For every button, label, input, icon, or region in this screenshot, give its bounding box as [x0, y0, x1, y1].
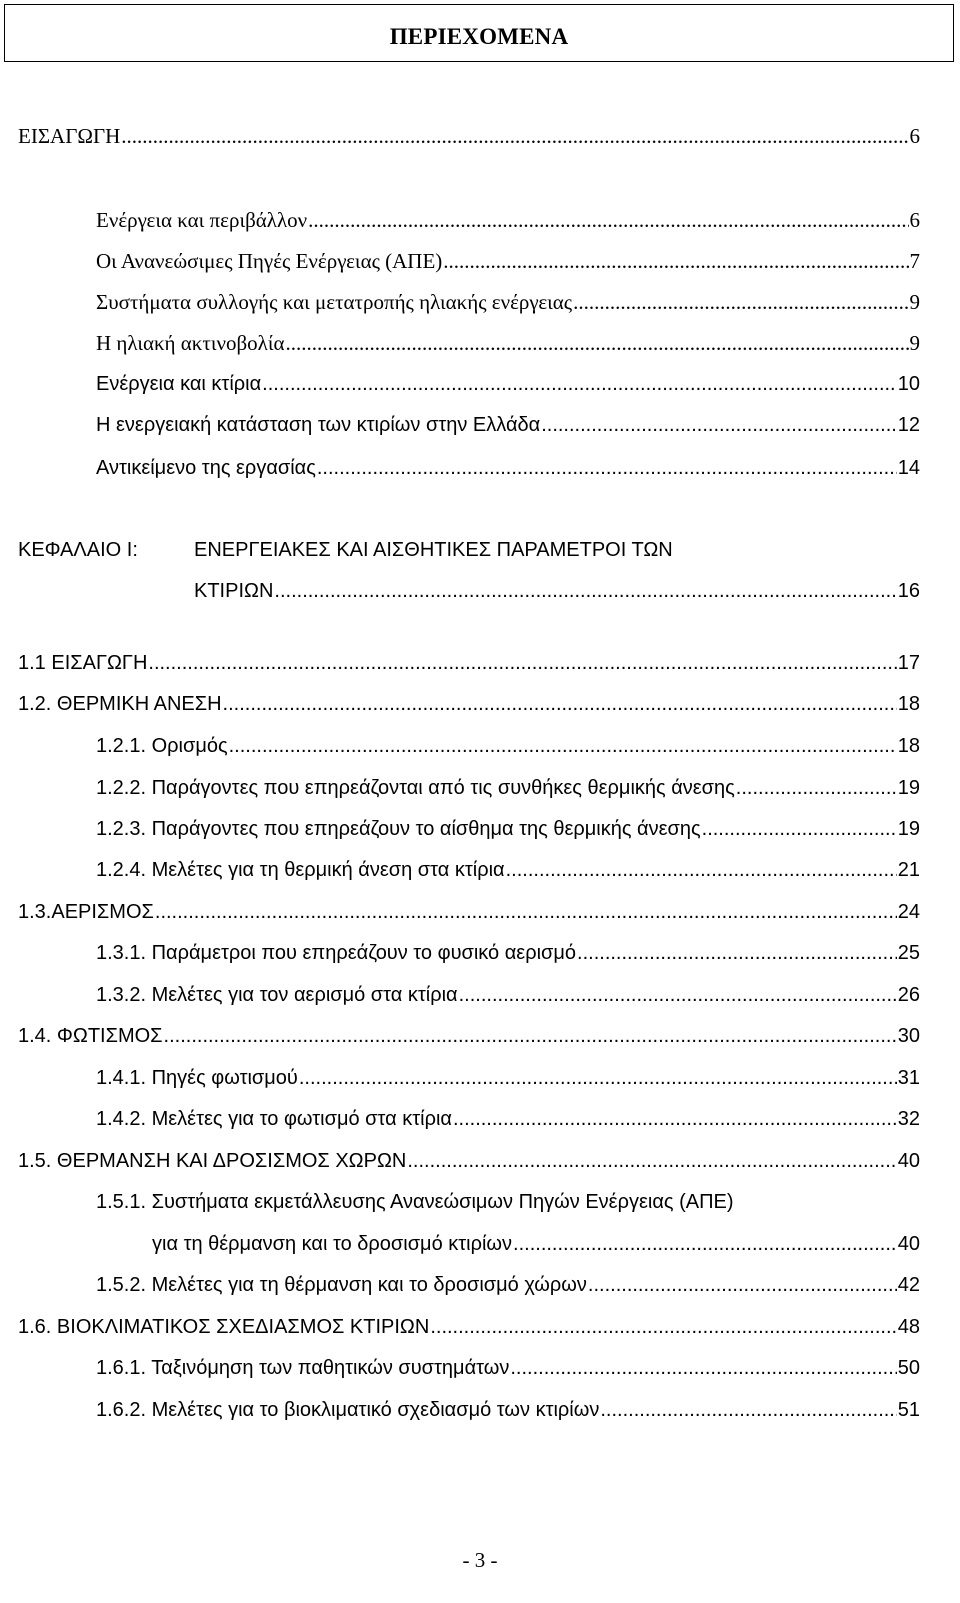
toc-entry-page: 17: [897, 652, 920, 674]
toc-entry-text: 1.4.1. Πηγές φωτισμού: [96, 1067, 298, 1089]
dot-leader: [317, 456, 897, 480]
toc-entry: [96, 734, 920, 758]
toc-entry-text: 1.2.4. Μελέτες για τη θερμική άνεση στα κτίρια: [96, 859, 505, 881]
toc-entry-page: 40: [897, 1233, 920, 1255]
toc-entry-page: 40: [897, 1150, 920, 1172]
toc-entry-page: 42: [897, 1274, 920, 1296]
dot-leader: [588, 1273, 897, 1297]
chapter-title-line2: ΚΤΙΡΙΩΝ: [194, 580, 274, 602]
dot-leader: [148, 651, 896, 675]
toc-entry-text: Αντικείμενο της εργασίας: [96, 457, 316, 479]
toc-entry-text: 1.2. ΘΕΡΜΙΚΗ ΑΝΕΣΗ: [18, 693, 222, 715]
toc-entry: [96, 413, 920, 437]
toc-entry-text: 1.6.1. Ταξινόμηση των παθητικών συστημάτων: [96, 1357, 510, 1379]
toc-entry-text: Η ενεργειακή κατάσταση των κτιρίων στην Ελλάδα: [96, 414, 541, 436]
toc-entry-page: 16: [897, 580, 920, 602]
contents-title: ΠΕΡΙΕΧΟΜΕΝΑ: [389, 24, 569, 49]
chapter-heading: [18, 538, 818, 562]
toc-entry-text: 1.3.ΑΕΡΙΣΜΟΣ: [18, 901, 154, 923]
toc-entry: [96, 776, 920, 800]
toc-entry-page: 12: [897, 414, 920, 436]
toc-entry-text: 1.3.2. Μελέτες για τον αερισμό στα κτίρια: [96, 984, 458, 1006]
toc-entry: [96, 456, 920, 480]
toc-entry-page: 14: [897, 457, 920, 479]
toc-entry-chapter: [194, 579, 920, 603]
toc-entry: [96, 941, 920, 965]
toc-entry-text: 1.2.1. Ορισμός: [96, 735, 228, 757]
toc-entry-text: Η ηλιακή ακτινοβολία: [96, 331, 285, 355]
toc-entry: [96, 1190, 920, 1214]
dot-leader: [600, 1398, 896, 1422]
toc-entry-page: 18: [897, 693, 920, 715]
toc-entry-page: 10: [897, 373, 920, 395]
toc-entry-page: 19: [897, 818, 920, 840]
dot-leader: [262, 372, 897, 396]
toc-entry-page: 50: [897, 1357, 920, 1379]
toc-entry-page: 51: [897, 1399, 920, 1421]
toc-entry-page: 6: [909, 208, 920, 232]
toc-entry: [96, 858, 920, 882]
chapter-label: ΚΕΦΑΛΑΙΟ Ι:: [18, 539, 138, 561]
toc-entry-text: 1.4. ΦΩΤΙΣΜΟΣ: [18, 1025, 163, 1047]
dot-leader: [453, 1107, 897, 1131]
chapter-title-line1: ΕΝΕΡΓΕΙΑΚΕΣ ΚΑΙ ΑΙΣΘΗΤΙΚΕΣ ΠΑΡΑΜΕΤΡΟΙ ΤΩΝ: [194, 539, 673, 561]
toc-entry-page: 7: [909, 249, 920, 273]
toc-entry: [96, 1107, 920, 1131]
toc-entry-text: Ενέργεια και περιβάλλον: [96, 208, 308, 232]
toc-entry-text: 1.5.1. Συστήματα εκμετάλλευσης Ανανεώσιμων Πηγών Ενέργειας (ΑΠΕ): [96, 1191, 734, 1213]
dot-leader: [308, 208, 908, 232]
toc-entry-text: Συστήματα συλλογής και μετατροπής ηλιακής ενέργειας: [96, 290, 573, 314]
toc-entry: [18, 692, 920, 716]
toc-entry: [96, 208, 920, 232]
dot-leader: [506, 858, 897, 882]
dot-leader: [285, 331, 908, 355]
dot-leader: [229, 734, 897, 758]
toc-entry-text: 1.5. ΘΕΡΜΑΝΣΗ ΚΑΙ ΔΡΟΣΙΣΜΟΣ ΧΩΡΩΝ: [18, 1150, 407, 1172]
dot-leader: [223, 692, 897, 716]
dot-leader: [121, 124, 908, 148]
toc-entry: [18, 1024, 920, 1048]
dot-leader: [407, 1149, 896, 1173]
toc-entry-page: 48: [897, 1316, 920, 1338]
toc-entry: [18, 900, 920, 924]
dot-leader: [510, 1356, 896, 1380]
toc-entry-page: 25: [897, 942, 920, 964]
toc-entry: [96, 1273, 920, 1297]
toc-entry-page: 21: [897, 859, 920, 881]
page-number: - 3 -: [462, 1548, 498, 1572]
toc-entry-page: 9: [909, 331, 920, 355]
dot-leader: [702, 817, 897, 841]
toc-entry-text: 1.3.1. Παράμετροι που επηρεάζουν το φυσικό αερισμό: [96, 942, 577, 964]
toc-entry: [96, 1066, 920, 1090]
dot-leader: [513, 1232, 897, 1256]
toc-entry-page: 26: [897, 984, 920, 1006]
dot-leader: [155, 900, 897, 924]
toc-entry-text: 1.6.2. Μελέτες για το βιοκλιματικό σχεδιασμό των κτιρίων: [96, 1399, 600, 1421]
dot-leader: [736, 776, 897, 800]
toc-entry-text: Οι Ανανεώσιμες Πηγές Ενέργειας (ΑΠΕ): [96, 249, 443, 273]
toc-entry-text: 1.2.2. Παράγοντες που επηρεάζονται από τις συνθήκες θερμικής άνεσης: [96, 777, 735, 799]
toc-entry: [96, 249, 920, 273]
dot-leader: [577, 941, 897, 965]
toc-entry: [96, 372, 920, 396]
toc-entry-text: 1.2.3. Παράγοντες που επηρεάζουν το αίσθημα της θερμικής άνεσης: [96, 818, 701, 840]
toc-entry: [96, 1398, 920, 1422]
dot-leader: [443, 249, 908, 273]
toc-entry-text: 1.5.2. Μελέτες για τη θέρμανση και το δροσισμό χώρων: [96, 1274, 587, 1296]
toc-entry-page: 24: [897, 901, 920, 923]
toc-entry: [96, 1356, 920, 1380]
toc-entry-page: 18: [897, 735, 920, 757]
toc-entry: [96, 817, 920, 841]
dot-leader: [299, 1066, 897, 1090]
dot-leader: [573, 290, 908, 314]
toc-entry: [96, 331, 920, 355]
dot-leader: [430, 1315, 896, 1339]
toc-entry-page: 9: [909, 290, 920, 314]
dot-leader: [459, 983, 897, 1007]
toc-entry: [18, 1149, 920, 1173]
toc-entry-page: 19: [897, 777, 920, 799]
toc-entry-text: 1.1 ΕΙΣΑΓΩΓΗ: [18, 652, 148, 674]
toc-entry: [152, 1232, 920, 1256]
toc-entry: [18, 1315, 920, 1339]
dot-leader: [274, 579, 896, 603]
toc-entry-page: 32: [897, 1108, 920, 1130]
toc-entry-intro: [18, 124, 920, 148]
dot-leader: [164, 1024, 897, 1048]
toc-entry-text: ΕΙΣΑΓΩΓΗ: [18, 124, 121, 148]
toc-entry-text: για τη θέρμανση και το δροσισμό κτιρίων: [152, 1233, 513, 1255]
dot-leader: [541, 413, 897, 437]
toc-entry: [18, 651, 920, 675]
toc-entry: [96, 983, 920, 1007]
contents-header-box: [4, 4, 954, 62]
toc-entry-text: 1.6. ΒΙΟΚΛΙΜΑΤΙΚΟΣ ΣΧΕΔΙΑΣΜΟΣ ΚΤΙΡΙΩΝ: [18, 1316, 430, 1338]
toc-entry: [96, 290, 920, 314]
toc-entry-page: 31: [897, 1067, 920, 1089]
toc-entry-page: 6: [909, 124, 920, 148]
toc-entry-page: 30: [897, 1025, 920, 1047]
toc-entry-text: 1.4.2. Μελέτες για το φωτισμό στα κτίρια: [96, 1108, 452, 1130]
toc-entry-text: Ενέργεια και κτίρια: [96, 373, 262, 395]
